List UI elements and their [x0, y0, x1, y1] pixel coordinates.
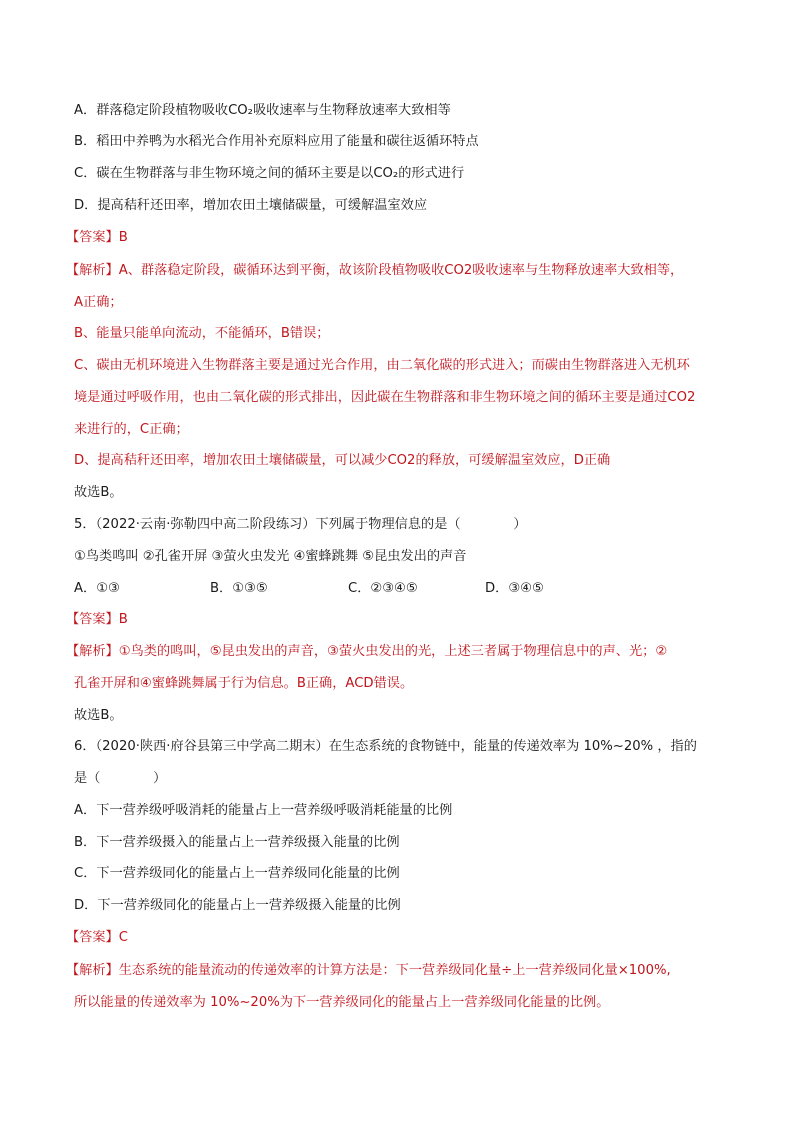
- q6-analysis-line-1: [66, 961, 734, 981]
- q5-option-a: A．①③: [74, 581, 120, 596]
- analysis-tag: 【解析】: [66, 644, 119, 659]
- q4-analysis-line-5: 境是通过呼吸作用，也由二氧化碳的形式排出，因此碳在生物群落和非生物环境之间的循环主要是通过CO2: [74, 390, 696, 405]
- q6-analysis-line-2: 所以能量的传递效率为 10%~20%为下一营养级同化的能量占上一营养级同化能量的比例。: [74, 995, 610, 1010]
- q6-answer: [66, 928, 734, 948]
- q5-analysis-line-1: [66, 642, 734, 662]
- q4-option-d: D．提高秸秆还田率，增加农田土壤储碳量，可缓解温室效应: [74, 198, 428, 213]
- q6-option-c: C．下一营养级同化的能量占上一营养级同化能量的比例: [74, 866, 400, 881]
- q4-answer: [66, 228, 734, 248]
- q6-option-a: A．下一营养级呼吸消耗的能量占上一营养级呼吸消耗能量的比例: [74, 803, 453, 818]
- q4-option-a: A．群落稳定阶段植物吸收CO₂吸收速率与生物释放速率大致相等: [74, 103, 451, 118]
- answer-tag: 【答案】: [66, 612, 119, 627]
- answer-value: B: [118, 612, 128, 627]
- q5-items: ①鸟类鸣叫 ②孔雀开屏 ③萤火虫发光 ④蜜蜂跳舞 ⑤昆虫发出的声音: [74, 549, 467, 564]
- q5-option-c: C．②③④⑤: [348, 581, 418, 596]
- answer-value: C: [118, 930, 128, 945]
- analysis-tag: 【解析】: [66, 963, 119, 978]
- q4-analysis-line-3: B、能量只能单向流动，不能循环，B错误；: [74, 326, 330, 341]
- analysis-tag: 【解析】: [66, 263, 119, 278]
- q5-option-b: B．①③⑤: [210, 581, 268, 596]
- answer-tag: 【答案】: [66, 230, 119, 245]
- q6-option-d: D．下一营养级同化的能量占上一营养级摄入能量的比例: [74, 898, 401, 913]
- q6-option-b: B．下一营养级摄入的能量占上一营养级摄入能量的比例: [74, 835, 400, 850]
- analysis-text: 生态系统的能量流动的传递效率的计算方法是：下一营养级同化量÷上一营养级同化量×100%,: [118, 963, 671, 978]
- q5-stem: 5．（2022·云南·弥勒四中高二阶段练习）下列属于物理信息的是（ ）: [74, 517, 527, 532]
- answer-tag: 【答案】: [66, 930, 119, 945]
- q4-analysis-line-2: A正确；: [74, 295, 123, 310]
- q4-option-c: C．碳在生物群落与非生物环境之间的循环主要是以CO₂的形式进行: [74, 166, 465, 181]
- q4-analysis-line-4: C、碳由无机环境进入生物群落主要是通过光合作用，由二氧化碳的形式进入；而碳由生物群落进入无机环: [74, 358, 690, 373]
- q6-stem-line-2: 是（ ）: [74, 771, 167, 786]
- answer-value: B: [118, 230, 128, 245]
- q5-answer: [66, 610, 734, 630]
- q4-option-b: B．稻田中养鸭为水稻光合作用补充原料应用了能量和碳往返循环特点: [74, 134, 479, 149]
- q4-analysis-line-1: [66, 261, 734, 281]
- q6-stem-line-1: 6．（2020·陕西·府谷县第三中学高二期末）在生态系统的食物链中，能量的传递效率为 10%~20% ，指的: [74, 739, 697, 754]
- q4-conclusion: 故选B。: [74, 485, 123, 500]
- q5-option-d: D．③④⑤: [485, 581, 544, 596]
- q4-analysis-line-7: D、提高秸秆还田率，增加农田土壤储碳量，可以减少CO2的释放，可缓解温室效应，D正确: [74, 453, 611, 468]
- analysis-text: A、群落稳定阶段，碳循环达到平衡，故该阶段植物吸收CO2吸收速率与生物释放速率大致相等，: [118, 263, 684, 278]
- q5-conclusion: 故选B。: [74, 708, 123, 723]
- q4-analysis-line-6: 来进行的，C正确；: [74, 422, 189, 437]
- analysis-text: ①鸟类的鸣叫，⑤昆虫发出的声音，③萤火虫发出的光，上述三者属于物理信息中的声、光；②: [118, 644, 668, 659]
- q5-analysis-line-2: 孔雀开屏和④蜜蜂跳舞属于行为信息。B正确，ACD错误。: [74, 676, 414, 691]
